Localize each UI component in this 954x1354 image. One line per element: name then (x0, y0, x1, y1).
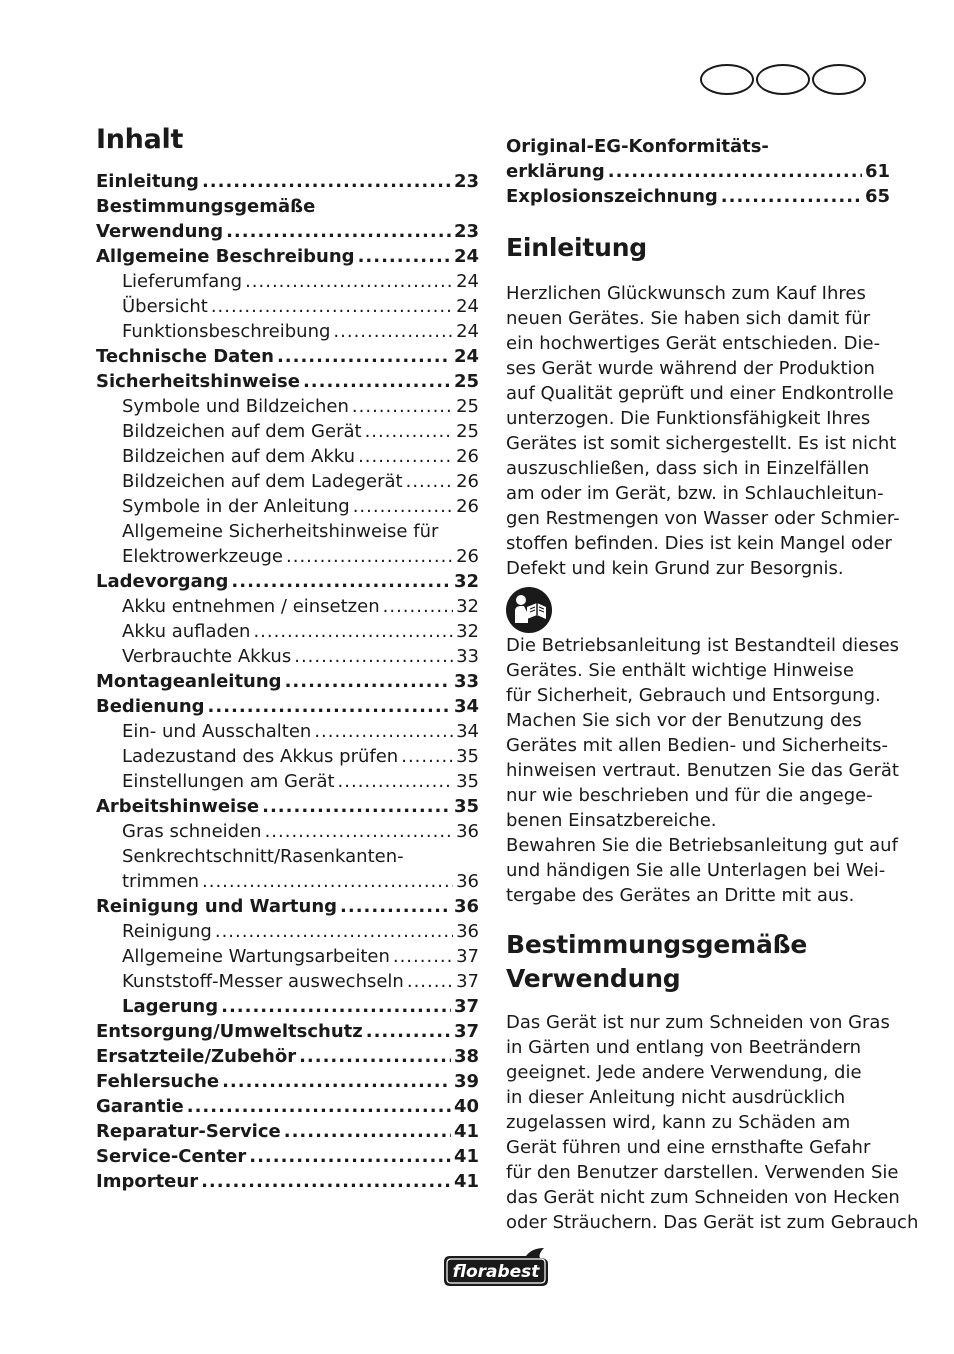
toc-dot-leader (294, 644, 453, 669)
paragraph-line: Defekt und kein Grund zur Besorgnis. (506, 558, 844, 579)
toc-entry (96, 694, 479, 719)
toc-entry-page: 33 (456, 646, 479, 667)
toc-entry (96, 719, 479, 744)
toc-entry (96, 619, 479, 644)
toc-entry-page: 35 (456, 746, 479, 767)
paragraph-line: oder Sträuchern. Das Gerät ist zum Gebrauch (506, 1212, 919, 1233)
toc-list-continued (506, 134, 890, 209)
toc-title: Inhalt (96, 124, 184, 155)
toc-entry-page: 36 (456, 871, 479, 892)
toc-dot-leader (215, 919, 453, 944)
toc-dot-leader (352, 394, 453, 419)
toc-dot-leader (338, 769, 454, 794)
toc-entry-page: 39 (453, 1071, 479, 1092)
toc-entry (96, 644, 479, 669)
toc-entry-page: 61 (864, 161, 890, 182)
paragraph-line: Gerät führen und eine ernsthafte Gefahr (506, 1137, 871, 1158)
paragraph-line: Das Gerät ist nur zum Schneiden von Gras (506, 1012, 890, 1033)
language-oval (812, 64, 866, 95)
toc-entry-label: Übersicht (122, 296, 208, 317)
toc-dot-leader (314, 719, 453, 744)
toc-entry-page: 36 (456, 921, 479, 942)
toc-entry-page: 24 (456, 296, 479, 317)
toc-entry-label: Ladezustand des Akkus prüfen (122, 746, 399, 767)
paragraph-line: das Gerät nicht zum Schneiden von Hecken (506, 1187, 900, 1208)
toc-entry (96, 969, 479, 994)
toc-entry (96, 594, 479, 619)
paragraph-line: in Gärten und entlang von Beeträndern (506, 1037, 862, 1058)
section-title-einleitung: Einleitung (506, 233, 647, 262)
toc-entry-page: 34 (456, 721, 479, 742)
toc-dot-leader (245, 269, 453, 294)
toc-entry (96, 794, 479, 819)
toc-entry-page: 25 (453, 371, 479, 392)
toc-entry (96, 994, 479, 1019)
paragraph-line: neuen Gerätes. Sie haben sich damit für (506, 308, 871, 329)
toc-entry (96, 819, 479, 844)
toc-dot-leader (221, 994, 451, 1019)
toc-entry (96, 569, 479, 594)
section-title-verwendung (506, 928, 890, 996)
toc-entry-page: 36 (456, 821, 479, 842)
toc-entry (96, 1094, 479, 1119)
toc-dot-leader (608, 159, 862, 184)
toc-entry-label: Lieferumfang (122, 271, 243, 292)
toc-entry-label: Allgemeine Beschreibung (96, 246, 355, 267)
toc-entry-label: Montageanleitung (96, 671, 282, 692)
toc-entry-label: Reparatur-Service (96, 1121, 281, 1142)
paragraph-line: in dieser Anleitung nicht ausdrücklich (506, 1087, 846, 1108)
toc-entry-label: Funktionsbeschreibung (122, 321, 331, 342)
toc-entry-page: 23 (453, 221, 479, 242)
toc-entry-label: Fehlersuche (96, 1071, 220, 1092)
paragraph-line: Gerätes mit allen Bedien- und Sicherheits- (506, 735, 889, 756)
paragraph-line: Herzlichen Glückwunsch zum Kauf Ihres (506, 283, 866, 304)
paragraph-line: für Sicherheit, Gebrauch und Entsorgung. (506, 685, 881, 706)
toc-entry-label: Verwendung (96, 221, 224, 242)
toc-dot-leader (231, 569, 451, 594)
toc-entry (96, 1044, 479, 1069)
toc-entry-line: Bestimmungsgemäße (96, 196, 316, 217)
toc-dot-leader (262, 794, 451, 819)
toc-dot-leader (366, 1019, 451, 1044)
toc-entry-page: 33 (453, 671, 479, 692)
einleitung-paragraph-1 (506, 281, 900, 581)
toc-entry (96, 294, 479, 319)
toc-entry-line: Original-EG-Konformitäts- (506, 136, 769, 157)
toc-entry-label: Einleitung (96, 171, 199, 192)
paragraph-line: ein hochwertiges Gerät entschieden. Die- (506, 333, 881, 354)
toc-entry-page: 24 (453, 346, 479, 367)
toc-entry-page: 37 (456, 971, 479, 992)
section-title-line: Bestimmungsgemäße (506, 930, 808, 959)
toc-entry-label: Ein- und Ausschalten (122, 721, 312, 742)
toc-entry (96, 494, 479, 519)
toc-entry-page: 37 (453, 1021, 479, 1042)
toc-entry-label: Arbeitshinweise (96, 796, 260, 817)
toc-entry-page: 38 (453, 1046, 479, 1067)
toc-dot-leader (249, 1144, 451, 1169)
toc-entry-label: Akku entnehmen / einsetzen (122, 596, 380, 617)
toc-entry (96, 269, 479, 294)
toc-dot-leader (222, 1069, 451, 1094)
toc-dot-leader (383, 594, 453, 619)
toc-entry-page: 34 (453, 696, 479, 717)
toc-entry (96, 1144, 479, 1169)
toc-entry-page: 41 (453, 1146, 479, 1167)
toc-entry-label: Elektrowerkzeuge (122, 546, 283, 567)
toc-entry (96, 419, 479, 444)
toc-entry-page: 25 (456, 421, 479, 442)
paragraph-line: Bewahren Sie die Betriebsanleitung gut auf (506, 835, 898, 856)
toc-dot-leader (226, 219, 451, 244)
toc-dot-leader (286, 544, 453, 569)
toc-entry (96, 369, 479, 394)
toc-entry-label: Ersatzteile/Zubehör (96, 1046, 297, 1067)
toc-entry-page: 37 (453, 996, 479, 1017)
toc-dot-leader (285, 669, 451, 694)
toc-entry-label: Gras schneiden (122, 821, 262, 842)
toc-dot-leader (202, 869, 453, 894)
paragraph-line: gen Restmengen von Wasser oder Schmier- (506, 508, 900, 529)
toc-entry-page: 32 (456, 621, 479, 642)
toc-list (96, 169, 479, 1194)
toc-entry-label: Lagerung (122, 996, 219, 1017)
paragraph-line: auszuschließen, dass sich in Einzelfällen (506, 458, 870, 479)
toc-entry (96, 469, 479, 494)
toc-entry (96, 394, 479, 419)
toc-entry-page: 26 (456, 446, 479, 467)
paragraph-line: nur wie beschrieben und für die angege- (506, 785, 873, 806)
toc-entry-page: 24 (456, 271, 479, 292)
toc-entry (96, 244, 479, 269)
toc-dot-leader (365, 419, 454, 444)
toc-dot-leader (393, 944, 453, 969)
paragraph-line: Gerätes. Sie enthält wichtige Hinweise (506, 660, 854, 681)
toc-entry-page: 24 (453, 246, 479, 267)
toc-dot-leader (333, 319, 453, 344)
toc-entry-label: Importeur (96, 1171, 199, 1192)
toc-entry (506, 184, 890, 209)
toc-entry (96, 169, 479, 194)
toc-entry (96, 894, 479, 919)
paragraph-line: ses Gerät wurde während der Produktion (506, 358, 875, 379)
toc-dot-leader (340, 894, 451, 919)
toc-dot-leader (277, 344, 451, 369)
toc-entry-label: Allgemeine Wartungsarbeiten (122, 946, 390, 967)
toc-entry-label: Explosionszeichnung (506, 186, 718, 207)
toc-entry (96, 1119, 479, 1144)
toc-entry-label: Reinigung und Wartung (96, 896, 338, 917)
toc-entry-page: 36 (453, 896, 479, 917)
toc-entry-label: Verbrauchte Akkus (122, 646, 292, 667)
toc-entry-page: 37 (456, 946, 479, 967)
toc-entry (96, 544, 479, 569)
paragraph-line: hinweisen vertraut. Benutzen Sie das Gerät (506, 760, 899, 781)
toc-entry-label: Bildzeichen auf dem Akku (122, 446, 356, 467)
logo-text: florabest (452, 1262, 540, 1282)
toc-dot-leader (407, 969, 453, 994)
toc-entry-page: 23 (453, 171, 479, 192)
toc-entry-label: Symbole und Bildzeichen (122, 396, 349, 417)
toc-entry-page: 41 (453, 1121, 479, 1142)
toc-entry-page: 32 (456, 596, 479, 617)
toc-entry-label: Garantie (96, 1096, 184, 1117)
toc-entry-label: Symbole in der Anleitung (122, 496, 350, 517)
toc-entry (96, 444, 479, 469)
paragraph-line: am oder im Gerät, bzw. in Schlauchleitun- (506, 483, 884, 504)
toc-entry-page: 26 (456, 496, 479, 517)
toc-dot-leader (187, 1094, 451, 1119)
toc-entry (96, 219, 479, 244)
toc-dot-leader (358, 244, 451, 269)
florabest-logo (440, 1244, 552, 1292)
toc-entry (96, 1069, 479, 1094)
read-manual-icon (506, 587, 552, 633)
paragraph-line: geeignet. Jede andere Verwendung, die (506, 1062, 862, 1083)
toc-dot-leader (358, 444, 453, 469)
toc-entry (96, 1169, 479, 1194)
language-oval (756, 64, 810, 95)
toc-entry-label: Reinigung (122, 921, 212, 942)
verwendung-paragraph (506, 1010, 919, 1235)
toc-dot-leader (303, 369, 451, 394)
toc-entry (96, 669, 479, 694)
toc-entry-label: Einstellungen am Gerät (122, 771, 335, 792)
paragraph-line: benen Einsatzbereiche. (506, 810, 717, 831)
toc-entry (96, 944, 479, 969)
toc-dot-leader (353, 494, 453, 519)
toc-entry-label: Bedienung (96, 696, 205, 717)
language-oval (700, 64, 754, 95)
toc-entry (506, 159, 890, 184)
toc-entry-label: Sicherheitshinweise (96, 371, 300, 392)
paragraph-line: unterzogen. Die Funktionsfähigkeit Ihres (506, 408, 871, 429)
toc-dot-leader (201, 1169, 451, 1194)
toc-entry-label: Bildzeichen auf dem Ladegerät (122, 471, 403, 492)
toc-entry-label: Bildzeichen auf dem Gerät (122, 421, 362, 442)
paragraph-line: Machen Sie sich vor der Benutzung des (506, 710, 862, 731)
toc-dot-leader (401, 744, 453, 769)
toc-entry-label: Akku aufladen (122, 621, 251, 642)
paragraph-line: zugelassen wird, kann zu Schäden am (506, 1112, 851, 1133)
toc-entry-label: erklärung (506, 161, 605, 182)
right-column (506, 134, 919, 1235)
toc-dot-leader (211, 294, 453, 319)
toc-dot-leader (406, 469, 453, 494)
toc-entry-page: 65 (864, 186, 890, 207)
toc-dot-leader (208, 694, 451, 719)
paragraph-line: Die Betriebsanleitung ist Bestandteil dieses (506, 635, 900, 656)
toc-entry-label: Service-Center (96, 1146, 247, 1167)
toc-entry (96, 769, 479, 794)
toc-dot-leader (299, 1044, 451, 1069)
toc-dot-leader (253, 619, 453, 644)
table-of-contents (96, 124, 479, 1194)
toc-entry-page: 35 (456, 771, 479, 792)
toc-entry-label: Ladevorgang (96, 571, 229, 592)
toc-dot-leader (284, 1119, 451, 1144)
toc-entry-page: 26 (456, 546, 479, 567)
toc-entry-page: 24 (456, 321, 479, 342)
section-title-line: Verwendung (506, 964, 681, 993)
toc-entry (96, 344, 479, 369)
toc-entry-page: 25 (456, 396, 479, 417)
paragraph-line: Gerätes ist somit sichergestellt. Es ist nicht (506, 433, 897, 454)
toc-entry-page: 35 (453, 796, 479, 817)
paragraph-line: auf Qualität geprüft und einer Endkontrolle (506, 383, 894, 404)
toc-entry-label: Entsorgung/Umweltschutz (96, 1021, 363, 1042)
toc-entry-page: 40 (453, 1096, 479, 1117)
toc-entry (96, 319, 479, 344)
toc-entry (96, 744, 479, 769)
toc-entry (96, 1019, 479, 1044)
paragraph-line: tergabe des Gerätes an Dritte mit aus. (506, 885, 855, 906)
toc-entry-label: trimmen (122, 871, 200, 892)
toc-dot-leader (721, 184, 862, 209)
toc-dot-leader (202, 169, 451, 194)
paragraph-line: für den Benutzer darstellen. Verwenden Sie (506, 1162, 899, 1183)
toc-entry-page: 32 (453, 571, 479, 592)
einleitung-paragraph-2 (506, 633, 900, 908)
toc-entry-line: Allgemeine Sicherheitshinweise für (122, 521, 439, 542)
toc-entry (96, 919, 479, 944)
toc-entry-label: Technische Daten (96, 346, 274, 367)
language-ovals (700, 64, 866, 95)
paragraph-line: und händigen Sie alle Unterlagen bei Wei- (506, 860, 886, 881)
toc-dot-leader (265, 819, 454, 844)
toc-entry-page: 41 (453, 1171, 479, 1192)
toc-entry-label: Kunststoff-Messer auswechseln (122, 971, 404, 992)
toc-entry (96, 869, 479, 894)
paragraph-line: stoffen befinden. Dies ist kein Mangel oder (506, 533, 892, 554)
toc-entry-page: 26 (456, 471, 479, 492)
toc-entry-line: Senkrechtschnitt/Rasenkanten- (122, 846, 404, 867)
